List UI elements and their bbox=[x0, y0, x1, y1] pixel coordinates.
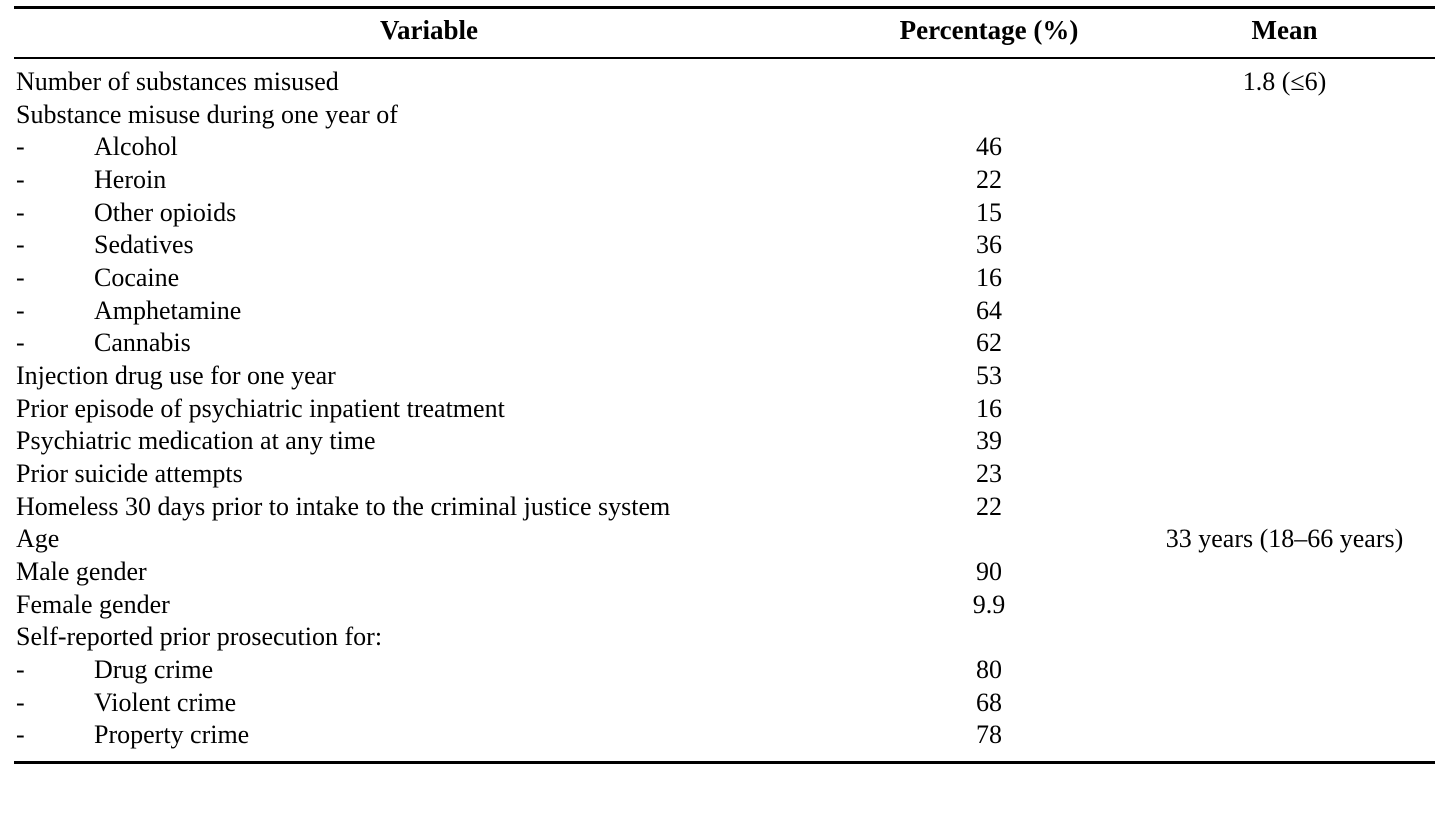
cell-percentage: 78 bbox=[976, 720, 1002, 750]
cell-percentage bbox=[844, 621, 1134, 654]
table-row bbox=[14, 360, 1435, 393]
bullet-marker: - bbox=[16, 654, 25, 684]
cell-mean bbox=[1134, 556, 1435, 589]
cell-mean bbox=[1134, 425, 1435, 458]
bullet-marker: - bbox=[16, 295, 25, 325]
cell-variable bbox=[14, 687, 844, 720]
cell-variable bbox=[14, 719, 844, 761]
cell-mean bbox=[1134, 589, 1435, 622]
cell-percentage: 15 bbox=[976, 197, 1002, 227]
cell-mean bbox=[1134, 491, 1435, 524]
table-row bbox=[14, 99, 1435, 132]
cell-percentage: 68 bbox=[976, 687, 1002, 717]
table-row bbox=[14, 719, 1435, 761]
cell-percentage: 22 bbox=[976, 164, 1002, 194]
table-row bbox=[14, 654, 1435, 687]
table-bottom-rule bbox=[14, 761, 1435, 764]
cell-variable-label: Heroin bbox=[94, 164, 167, 194]
table-row bbox=[14, 556, 1435, 589]
table-header bbox=[14, 8, 1435, 58]
table-row bbox=[14, 687, 1435, 720]
cell-percentage: 90 bbox=[976, 556, 1002, 586]
cell-variable: Number of substances misused bbox=[16, 66, 339, 96]
cell-variable: Substance misuse during one year of bbox=[16, 99, 398, 129]
cell-variable: Male gender bbox=[16, 556, 147, 586]
bullet-marker: - bbox=[16, 132, 25, 162]
cell-mean bbox=[1134, 393, 1435, 426]
cell-variable-label: Property crime bbox=[94, 720, 250, 750]
table-row bbox=[14, 393, 1435, 426]
cell-variable: Homeless 30 days prior to intake to the criminal justice system bbox=[16, 491, 671, 521]
table-row bbox=[14, 295, 1435, 328]
table-body bbox=[14, 58, 1435, 761]
cell-mean bbox=[1134, 99, 1435, 132]
cell-percentage: 46 bbox=[976, 132, 1002, 162]
table-row bbox=[14, 58, 1435, 99]
bullet-marker: - bbox=[16, 197, 25, 227]
cell-percentage: 39 bbox=[976, 426, 1002, 456]
table-row bbox=[14, 458, 1435, 491]
cell-percentage: 16 bbox=[976, 262, 1002, 292]
table-header-row bbox=[14, 8, 1435, 58]
bullet-marker: - bbox=[16, 164, 25, 194]
cell-variable-label: Alcohol bbox=[94, 132, 178, 162]
column-header-percentage: Percentage (%) bbox=[844, 8, 1134, 58]
cell-percentage: 9.9 bbox=[972, 589, 1006, 619]
table-row bbox=[14, 262, 1435, 295]
cell-mean bbox=[1134, 229, 1435, 262]
cell-variable: Self-reported prior prosecution for: bbox=[16, 622, 383, 652]
cell-percentage bbox=[844, 99, 1134, 132]
cell-percentage: 62 bbox=[976, 328, 1002, 358]
cell-mean bbox=[1134, 687, 1435, 720]
cell-variable-label: Violent crime bbox=[94, 687, 237, 717]
cell-variable-label: Amphetamine bbox=[94, 295, 242, 325]
table-row bbox=[14, 523, 1435, 556]
statistics-table bbox=[14, 6, 1435, 761]
column-header-variable: Variable bbox=[14, 8, 844, 58]
cell-percentage: 53 bbox=[976, 360, 1002, 390]
bullet-marker: - bbox=[16, 328, 25, 358]
table-row bbox=[14, 229, 1435, 262]
cell-variable: Psychiatric medication at any time bbox=[16, 426, 376, 456]
cell-variable: Prior episode of psychiatric inpatient treatment bbox=[16, 393, 505, 423]
table-row bbox=[14, 491, 1435, 524]
cell-percentage: 80 bbox=[976, 654, 1002, 684]
cell-variable bbox=[14, 131, 844, 164]
cell-mean bbox=[1134, 262, 1435, 295]
cell-variable: Age bbox=[16, 524, 60, 554]
cell-variable-label: Other opioids bbox=[94, 197, 237, 227]
table-row bbox=[14, 589, 1435, 622]
cell-variable bbox=[14, 197, 844, 230]
cell-mean bbox=[1134, 719, 1435, 761]
cell-mean bbox=[1134, 197, 1435, 230]
cell-percentage: 23 bbox=[976, 458, 1002, 488]
cell-mean bbox=[1134, 327, 1435, 360]
cell-variable bbox=[14, 262, 844, 295]
table-row bbox=[14, 621, 1435, 654]
cell-percentage bbox=[844, 523, 1134, 556]
cell-mean bbox=[1134, 654, 1435, 687]
cell-mean bbox=[1134, 295, 1435, 328]
bullet-marker: - bbox=[16, 262, 25, 292]
cell-mean: 1.8 (≤6) bbox=[1242, 66, 1327, 96]
cell-mean: 33 years (18–66 years) bbox=[1165, 524, 1404, 554]
cell-mean bbox=[1134, 621, 1435, 654]
table-row bbox=[14, 425, 1435, 458]
cell-mean bbox=[1134, 131, 1435, 164]
cell-percentage: 64 bbox=[976, 295, 1002, 325]
cell-percentage: 16 bbox=[976, 393, 1002, 423]
cell-variable-label: Drug crime bbox=[94, 654, 214, 684]
table-row bbox=[14, 164, 1435, 197]
cell-variable: Injection drug use for one year bbox=[16, 360, 336, 390]
cell-variable bbox=[14, 164, 844, 197]
cell-variable bbox=[14, 654, 844, 687]
cell-percentage: 22 bbox=[976, 491, 1002, 521]
cell-variable-label: Sedatives bbox=[94, 230, 194, 260]
bullet-marker: - bbox=[16, 687, 25, 717]
column-header-mean: Mean bbox=[1134, 8, 1435, 58]
table-row bbox=[14, 197, 1435, 230]
table-row bbox=[14, 131, 1435, 164]
cell-percentage bbox=[844, 58, 1134, 99]
cell-variable bbox=[14, 295, 844, 328]
cell-mean bbox=[1134, 164, 1435, 197]
cell-variable: Prior suicide attempts bbox=[16, 458, 243, 488]
bullet-marker: - bbox=[16, 720, 25, 750]
cell-mean bbox=[1134, 360, 1435, 393]
cell-variable bbox=[14, 229, 844, 262]
bullet-marker: - bbox=[16, 230, 25, 260]
cell-mean bbox=[1134, 458, 1435, 491]
table-row bbox=[14, 327, 1435, 360]
cell-variable bbox=[14, 327, 844, 360]
document-page bbox=[0, 6, 1449, 828]
cell-variable-label: Cocaine bbox=[94, 262, 180, 292]
cell-percentage: 36 bbox=[976, 230, 1002, 260]
cell-variable-label: Cannabis bbox=[94, 328, 191, 358]
cell-variable: Female gender bbox=[16, 589, 170, 619]
